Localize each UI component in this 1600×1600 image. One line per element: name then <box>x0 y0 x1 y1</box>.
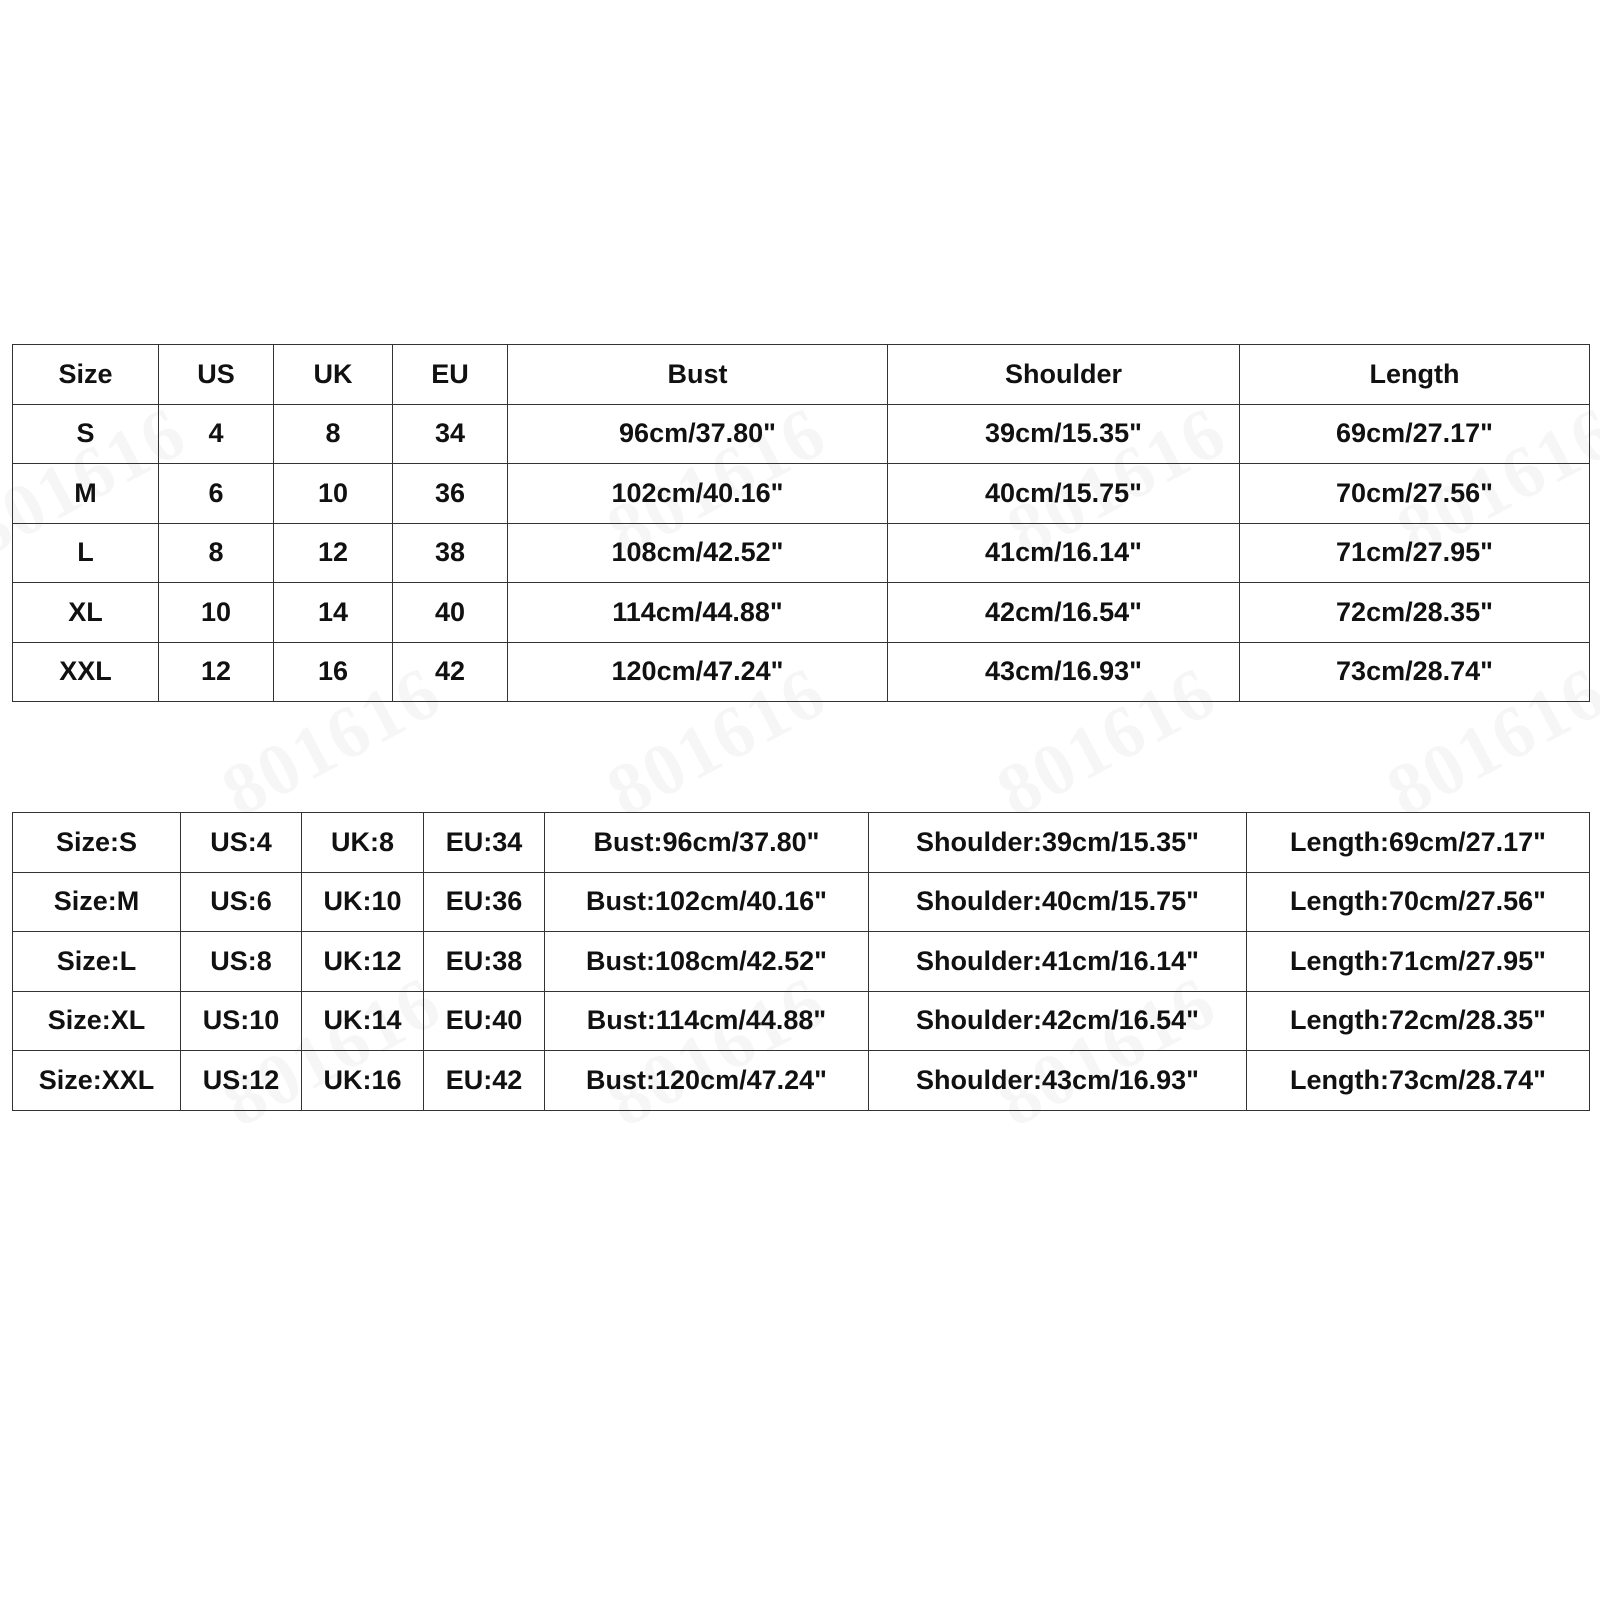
table-cell: UK:8 <box>302 813 424 873</box>
table-cell: 10 <box>274 464 393 524</box>
table-cell: Length:72cm/28.35" <box>1247 991 1590 1051</box>
table-cell: 4 <box>159 404 274 464</box>
table-cell: Bust:102cm/40.16" <box>545 872 869 932</box>
table-cell: UK:10 <box>302 872 424 932</box>
table-row <box>13 932 1590 992</box>
table-cell: Bust:96cm/37.80" <box>545 813 869 873</box>
table-cell: Length:69cm/27.17" <box>1247 813 1590 873</box>
table-cell: 12 <box>274 523 393 583</box>
table-row <box>13 991 1590 1051</box>
size-chart-labeled-table <box>12 812 1590 1111</box>
table-cell: 69cm/27.17" <box>1240 404 1590 464</box>
table-cell: Bust:120cm/47.24" <box>545 1051 869 1111</box>
table-row <box>13 1051 1590 1111</box>
table-cell: 42 <box>393 642 508 702</box>
table-cell: Size:XL <box>13 991 181 1051</box>
table-cell: XL <box>13 583 159 643</box>
table-cell: 8 <box>159 523 274 583</box>
table-cell: 114cm/44.88" <box>508 583 888 643</box>
table-cell: EU:34 <box>424 813 545 873</box>
table-cell: M <box>13 464 159 524</box>
table-cell: Shoulder:40cm/15.75" <box>869 872 1247 932</box>
table-header-row <box>13 345 1590 405</box>
table-cell: 42cm/16.54" <box>888 583 1240 643</box>
table-cell: Size:M <box>13 872 181 932</box>
table-cell: Length:73cm/28.74" <box>1247 1051 1590 1111</box>
table-cell: US:6 <box>181 872 302 932</box>
table-cell: EU:40 <box>424 991 545 1051</box>
table-cell: Size:S <box>13 813 181 873</box>
table-cell: 41cm/16.14" <box>888 523 1240 583</box>
table-row <box>13 464 1590 524</box>
table-cell: 72cm/28.35" <box>1240 583 1590 643</box>
table-cell: XXL <box>13 642 159 702</box>
table-cell: 8 <box>274 404 393 464</box>
header-cell: Size <box>13 345 159 405</box>
table-cell: US:12 <box>181 1051 302 1111</box>
table-cell: UK:12 <box>302 932 424 992</box>
table-cell: UK:16 <box>302 1051 424 1111</box>
table-cell: Size:XXL <box>13 1051 181 1111</box>
table-cell: 120cm/47.24" <box>508 642 888 702</box>
table-cell: 16 <box>274 642 393 702</box>
table-row <box>13 583 1590 643</box>
table-cell: US:10 <box>181 991 302 1051</box>
table-cell: 40 <box>393 583 508 643</box>
header-cell: Shoulder <box>888 345 1240 405</box>
table-cell: 40cm/15.75" <box>888 464 1240 524</box>
table-cell: 14 <box>274 583 393 643</box>
table-cell: EU:42 <box>424 1051 545 1111</box>
table-cell: EU:36 <box>424 872 545 932</box>
table-row <box>13 872 1590 932</box>
table-cell: US:4 <box>181 813 302 873</box>
table-cell: L <box>13 523 159 583</box>
table-cell: EU:38 <box>424 932 545 992</box>
table-cell: Length:71cm/27.95" <box>1247 932 1590 992</box>
table-cell: Shoulder:42cm/16.54" <box>869 991 1247 1051</box>
table-cell: 39cm/15.35" <box>888 404 1240 464</box>
table-cell: 38 <box>393 523 508 583</box>
table-cell: Shoulder:39cm/15.35" <box>869 813 1247 873</box>
table-cell: Shoulder:43cm/16.93" <box>869 1051 1247 1111</box>
table-cell: 36 <box>393 464 508 524</box>
table-cell: 73cm/28.74" <box>1240 642 1590 702</box>
table-cell: 96cm/37.80" <box>508 404 888 464</box>
table-cell: UK:14 <box>302 991 424 1051</box>
table-cell: 108cm/42.52" <box>508 523 888 583</box>
header-cell: Length <box>1240 345 1590 405</box>
table-cell: 34 <box>393 404 508 464</box>
table-row <box>13 523 1590 583</box>
header-cell: UK <box>274 345 393 405</box>
table-row <box>13 404 1590 464</box>
size-chart-table <box>12 344 1590 702</box>
table-cell: S <box>13 404 159 464</box>
table-cell: 43cm/16.93" <box>888 642 1240 702</box>
header-cell: EU <box>393 345 508 405</box>
table-cell: Bust:114cm/44.88" <box>545 991 869 1051</box>
table-cell: 102cm/40.16" <box>508 464 888 524</box>
table-cell: 71cm/27.95" <box>1240 523 1590 583</box>
table-row <box>13 813 1590 873</box>
table-cell: Shoulder:41cm/16.14" <box>869 932 1247 992</box>
table-cell: Size:L <box>13 932 181 992</box>
table-cell: Length:70cm/27.56" <box>1247 872 1590 932</box>
table-cell: Bust:108cm/42.52" <box>545 932 869 992</box>
table-cell: 70cm/27.56" <box>1240 464 1590 524</box>
table-cell: 10 <box>159 583 274 643</box>
header-cell: US <box>159 345 274 405</box>
table-cell: US:8 <box>181 932 302 992</box>
header-cell: Bust <box>508 345 888 405</box>
table-cell: 12 <box>159 642 274 702</box>
table-row <box>13 642 1590 702</box>
table-cell: 6 <box>159 464 274 524</box>
